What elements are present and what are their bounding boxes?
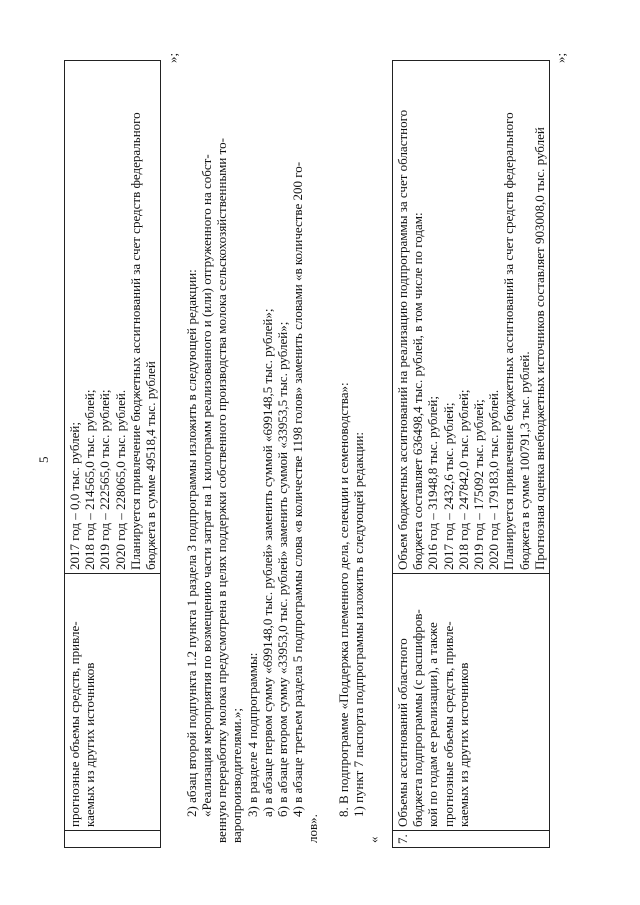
cell-text-line: бюджета в сумме 49518,4 тыс. рублей [143,361,159,570]
table-cell-number [65,831,161,848]
cell-text-line: кой по годам ее реализации), а также [425,622,441,827]
cell-text-line: Прогнозная оценка внебюджетных источников составляет 903008,0 тыс. рублей [531,127,547,570]
table-passport-item-7 [392,60,550,848]
paragraph: 3) в разделе 4 подпрограммы: [245,652,260,817]
table-row [65,61,161,848]
paragraph: 8. В подпрограмме «Поддержка племенного дела, селекции и семеноводства»: [336,382,351,817]
cell-text-line: бюджета в сумме 100791,3 тыс. рублей. [516,351,532,570]
table-cell-label [65,574,161,831]
cell-text-line: бюджета составляет 636498,4 тыс. рублей, в том числе по годам: [410,212,426,570]
table-cell-number: 7. [393,831,550,848]
text-line: варопроизводителями.»; [229,708,245,843]
paragraph: а) в абзаце первом сумму «699148,0 тыс. рублей» заменить суммой «699148,5 тыс. рублей»; [260,308,275,817]
cell-text-line: бюджета подпрограммы (с расшифров- [410,609,426,827]
closing-quote: »; [165,52,180,63]
text-line: 4) в абзаце третьем раздела 5 подпрограммы слова «в количестве 1198 голов» заменить словами «в количестве 200 го- [290,161,305,817]
cell-text-line: каемых из других источников [82,662,98,827]
table-row [393,61,550,848]
page-number: 5 [36,456,51,463]
paragraph [290,63,320,843]
text-line: лов». [305,814,321,843]
cell-text-line: 2016 год – 31948,8 тыс. рублей; [425,396,441,570]
cell-text-line: 2020 год – 228065,0 тыс. рублей. [112,389,128,570]
table-passport-continuation [64,60,161,848]
cell-text-line: 2018 год – 247842,0 тыс. рублей; [455,389,471,570]
paragraph: 2) абзац второй подпункта 1.2 пункта 1 раздела 3 подпрограммы изложить в следующей редакции: [184,269,199,817]
cell-text-line: 2020 год – 179183,0 тыс. рублей. [486,389,502,570]
closing-quote: »; [553,52,568,63]
table-cell-value [393,61,550,574]
table-cell-label [393,574,550,831]
cell-text-line: 2018 год – 214565,0 тыс. рублей; [82,389,98,570]
text-line: «Реализация мероприятия по возмещению части затрат на 1 килограмм реализованного и (или) отгруженного на собст- [199,154,214,817]
cell-text-line: Планируется привлечение бюджетных ассигнований за счет средств федерального [501,112,517,570]
paragraph [199,63,245,843]
cell-text-line: 2019 год – 222565,0 тыс. рублей; [97,389,113,570]
opening-quote: « [366,836,381,843]
table-cell-value [65,61,161,574]
cell-text-line: 2017 год – 0,0 тыс. рублей; [67,422,82,570]
text-line: венную переработку молока предусмотрена в целях поддержки собственного производства молока сельскохозяйственными то- [214,138,230,843]
cell-text-line: Объем бюджетных ассигнований на реализацию подпрограммы за счет областного [395,109,410,570]
cell-text-line: каемых из других источников [455,662,471,827]
paragraph: б) в абзаце втором сумму «33953,0 тыс. рублей» заменить суммой «33953,5 тыс. рублей»; [275,321,290,817]
cell-text-line: прогнозные объемы средств, привле- [67,621,82,827]
cell-text-line: 2017 год – 2432,6 тыс. рублей; [440,402,456,570]
paragraph: 1) пункт 7 паспорта подпрограммы изложить в следующей редакции: [351,431,366,817]
cell-text-line: 2019 год – 175092 тыс. рублей; [471,399,487,570]
cell-text-line: прогнозные объемы средств, привле- [440,621,456,827]
cell-text-line: Объемы ассигнований областного [395,638,410,827]
cell-text-line: Планируется привлечение бюджетных ассигнований за счет средств федерального [127,112,143,570]
